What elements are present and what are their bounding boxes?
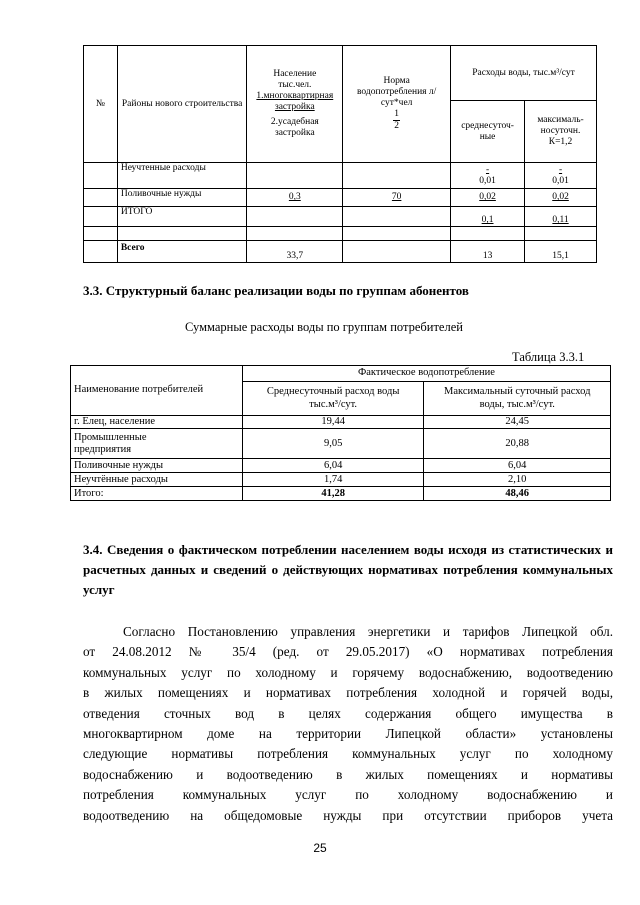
table-row: Поливочные нужды 0,3 70 0,02 0,02	[84, 189, 597, 207]
consumer-groups-table	[70, 365, 611, 501]
header-consumer-name: Наименование потребителей	[71, 366, 243, 416]
section-heading-3-3: 3.3. Структурный баланс реализации воды по группам абонентов	[83, 283, 469, 298]
header-population: Население тыс.чел. 1.многоквартирная застройка 2.усадебная застройка	[247, 46, 343, 163]
body-paragraph: Согласно Постановлению управления энергетики и тарифов Липецкой обл. от 24.08.2012 № 35/4 (ред. от 29.05.2017) «О нормативах потребления коммунальных услуг по холодному и горячему водоснабжению, водоотведению в жилых помещениях и нормативах потребления холодной и горячей воды, отведения сточных вод в целях содержания общего имущества в многоквартирном доме на территории Липецкой области» установлены следующие нормативы потребления коммунальных услуг по холодному водоснабжению и водоотведению в жилых помещениях и нормативы потребления коммунальных услуг по холодному водоснабжению и водоотведению на общедомовые нужды при отсутствии приборов учета	[83, 624, 613, 823]
header-avg: Среднесуточный расход воды тыс.м³/сут.	[242, 382, 424, 416]
header-actual: Фактическое водопотребление	[242, 366, 610, 382]
table-row: Неучтённые расходы 1,74 2,10	[71, 473, 611, 487]
norm-fraction: $\frac{1}{2}$	[394, 108, 400, 131]
table-row: Всего 33,7 13 15,1	[84, 241, 597, 263]
table-row: г. Елец, население 19,44 24,45	[71, 416, 611, 429]
header-num: №	[84, 46, 118, 163]
table-caption: Суммарные расходы воды по группам потребителей	[185, 320, 463, 334]
header-max: Максимальный суточный расход воды, тыс.м³/сут.	[424, 382, 611, 416]
table-row	[84, 227, 597, 241]
header-water-max: максималь-носуточн. К=1,2	[525, 101, 597, 163]
water-consumption-table	[83, 45, 597, 263]
table-row: ИТОГО 0,1 0,11	[84, 207, 597, 227]
header-districts: Районы нового строительства	[117, 46, 247, 163]
header-water-avg: среднесуточ-ные	[451, 101, 525, 163]
table-row: Поливочные нужды 6,04 6,04	[71, 459, 611, 473]
table-row: Промышленные предприятия 9,05 20,88	[71, 429, 611, 459]
section-heading-3-4: 3.4. Сведения о фактическом потреблении населением воды исходя из статистических и расчетных данных и сведений о действующих нормативах потребления коммунальных услуг	[83, 542, 613, 597]
page-number: 25	[313, 841, 327, 855]
table-number: Таблица 3.3.1	[512, 350, 585, 364]
header-norm: Норма водопотребления л/сут*чел $\frac{1}{2}$	[343, 46, 451, 163]
table-total-row: Итого: 41,28 48,46	[71, 487, 611, 501]
header-water: Расходы воды, тыс.м³/сут	[451, 46, 597, 101]
table-row: Неучтенные расходы - 0,01 - 0,01	[84, 163, 597, 189]
